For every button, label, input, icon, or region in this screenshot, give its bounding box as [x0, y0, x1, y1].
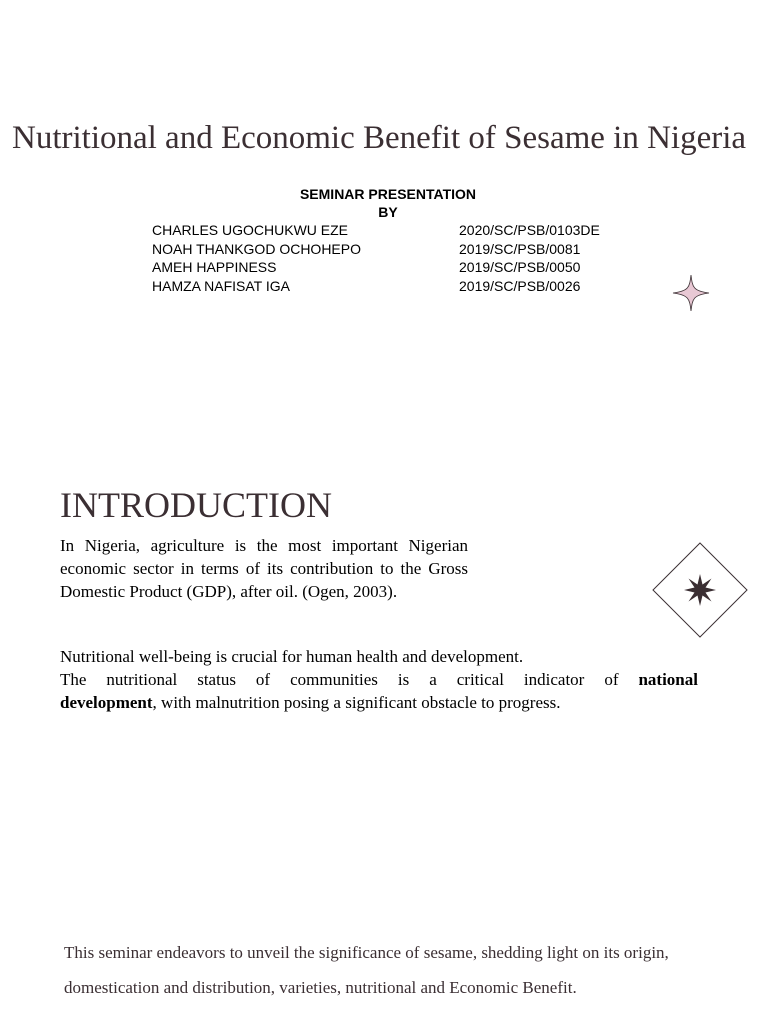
nutrition-line-2-text: The nutritional status of communities is a critical indicator of	[60, 670, 639, 689]
nutrition-paragraph	[60, 645, 698, 714]
bold-national: national	[638, 670, 698, 689]
presenter-row	[152, 240, 600, 259]
nutrition-line-2	[60, 668, 698, 691]
presentation-title: Nutritional and Economic Benefit of Sesame in Nigeria	[12, 120, 747, 156]
introduction-heading: INTRODUCTION	[60, 485, 332, 525]
presenter-name: HAMZA NAFISAT IGA	[152, 277, 290, 294]
subtitle-by: BY	[378, 204, 398, 220]
presenter-name: NOAH THANKGOD OCHOHEPO	[152, 240, 361, 257]
four-point-sparkle-icon	[671, 273, 711, 313]
presenter-matric-number: 2019/SC/PSB/0050	[459, 259, 581, 275]
nutrition-line-3-text: , with malnutrition posing a significant obstacle to progress.	[152, 693, 561, 712]
introduction-slide	[0, 460, 768, 880]
presenter-row	[152, 277, 600, 296]
seminar-objective-slide	[0, 900, 768, 1024]
presenter-name: AMEH HAPPINESS	[152, 259, 277, 275]
presenter-matric-number: 2020/SC/PSB/0103DE	[459, 222, 600, 238]
introduction-paragraph: In Nigeria, agriculture is the most important Nigerian economic sector in terms of its contribution to the Gross Domestic Product (GDP), after oil. (Ogen, 2003).	[60, 536, 468, 601]
diamond-star-icon	[651, 541, 749, 639]
nutrition-line-1: Nutritional well-being is crucial for human health and development.	[60, 647, 524, 666]
bold-development: development	[60, 693, 153, 712]
presenter-matric-number: 2019/SC/PSB/0081	[459, 240, 581, 257]
presenter-name: CHARLES UGOCHUKWU EZE	[152, 222, 349, 238]
presenter-row	[152, 221, 600, 240]
presenter-matric-number: 2019/SC/PSB/0026	[459, 277, 581, 294]
title-slide	[0, 0, 768, 440]
presenter-row	[152, 258, 600, 277]
seminar-objective-paragraph: This seminar endeavors to unveil the significance of sesame, shedding light on its origin, domestication and distribution, varieties, nutritional and Economic Benefit.	[64, 943, 669, 997]
nutrition-line-3	[60, 691, 698, 714]
presenter-list	[152, 221, 600, 295]
subtitle-seminar-presentation: SEMINAR PRESENTATION	[299, 186, 477, 202]
